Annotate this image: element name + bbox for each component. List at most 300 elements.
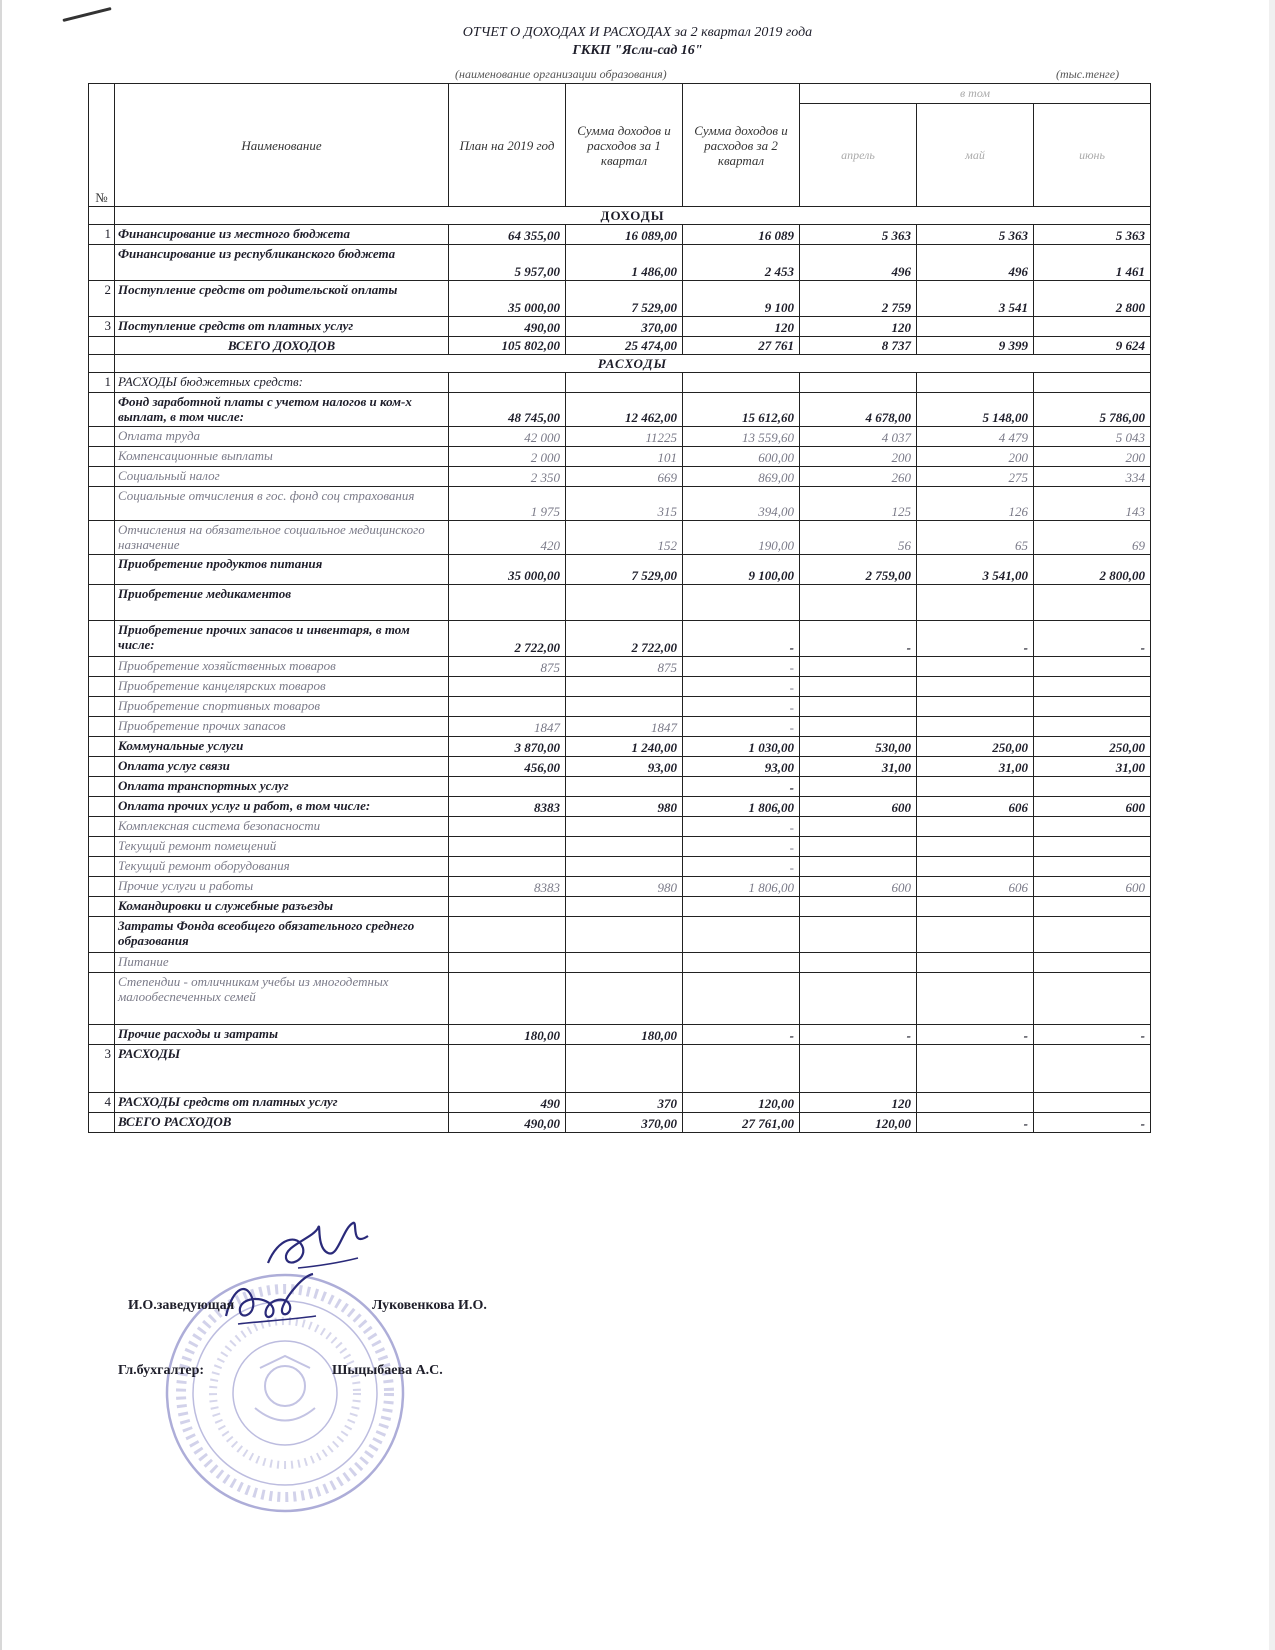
- row-name: Фонд заработной платы с учетом налогов и ком-х выплат, в том числе:: [115, 393, 449, 427]
- cell-jun: [1034, 777, 1151, 797]
- cell-apr: [800, 817, 917, 837]
- report-table-wrapper: [88, 83, 1150, 1133]
- row-name: Оплата транспортных услуг: [115, 777, 449, 797]
- row-number: [89, 737, 115, 757]
- col-q1-header: Сумма доходов и расходов за 1 квартал: [566, 84, 683, 207]
- cell-may: 65: [917, 521, 1034, 555]
- cell-plan: 8383: [449, 877, 566, 897]
- expense_rows-row: [89, 817, 1151, 837]
- expense_rows-row: [89, 1113, 1151, 1133]
- cell-apr: 4 678,00: [800, 393, 917, 427]
- cell-plan: 875: [449, 657, 566, 677]
- cell-q2: -: [683, 777, 800, 797]
- cell-jun: 5 786,00: [1034, 393, 1151, 427]
- income-total-q1: 25 474,00: [566, 337, 683, 355]
- expense_rows-row: [89, 857, 1151, 877]
- cell-apr: 600: [800, 877, 917, 897]
- expense_rows-row: [89, 521, 1151, 555]
- income_rows-row: [89, 245, 1151, 281]
- expense_rows-row: [89, 953, 1151, 973]
- row-name: Оплата прочих услуг и работ, в том числе:: [115, 797, 449, 817]
- cell-q1: 16 089,00: [566, 225, 683, 245]
- cell-may: [917, 657, 1034, 677]
- org-caption: (наименование организации образования): [455, 67, 667, 81]
- cell-q2: 27 761,00: [683, 1113, 800, 1133]
- row-number: 3: [89, 1045, 115, 1093]
- row-name: Приобретение прочих запасов и инвентаря, в том числе:: [115, 621, 449, 657]
- income-total-label: ВСЕГО ДОХОДОВ: [115, 337, 449, 355]
- pen-mark: [62, 7, 111, 22]
- cell-may: -: [917, 1025, 1034, 1045]
- row-name: Питание: [115, 953, 449, 973]
- cell-plan: 456,00: [449, 757, 566, 777]
- cell-q2: [683, 1045, 800, 1093]
- cell-may: 4 479: [917, 427, 1034, 447]
- cell-plan: [449, 1045, 566, 1093]
- row-name: РАСХОДЫ бюджетных средств:: [115, 373, 449, 393]
- cell-q1: [566, 677, 683, 697]
- cell-jun: 5 043: [1034, 427, 1151, 447]
- cell-may: 5 363: [917, 225, 1034, 245]
- cell-jun: [1034, 677, 1151, 697]
- cell-apr: [800, 1045, 917, 1093]
- cell-apr: -: [800, 1025, 917, 1045]
- cell-q2: 9 100,00: [683, 555, 800, 585]
- cell-may: [917, 677, 1034, 697]
- cell-q2: 120,00: [683, 1093, 800, 1113]
- cell-q1: [566, 917, 683, 953]
- col-including-header: в том: [800, 84, 1151, 104]
- cell-plan: 64 355,00: [449, 225, 566, 245]
- row-number: [89, 777, 115, 797]
- row-name: Приобретение прочих запасов: [115, 717, 449, 737]
- cell-plan: 490,00: [449, 317, 566, 337]
- cell-q2: [683, 973, 800, 1025]
- col-plan-header: План на 2019 год: [449, 84, 566, 207]
- row-name: Приобретение канцелярских товаров: [115, 677, 449, 697]
- expense_rows-row: [89, 373, 1151, 393]
- row-number: [89, 973, 115, 1025]
- cell-apr: 2 759: [800, 281, 917, 317]
- cell-jun: [1034, 1045, 1151, 1093]
- cell-q2: 1 030,00: [683, 737, 800, 757]
- cell-jun: 69: [1034, 521, 1151, 555]
- cell-jun: -: [1034, 1025, 1151, 1045]
- cell-apr: 56: [800, 521, 917, 555]
- cell-q1: 980: [566, 797, 683, 817]
- cell-q1: [566, 817, 683, 837]
- cell-q2: [683, 953, 800, 973]
- cell-jun: 600: [1034, 877, 1151, 897]
- cell-q1: 7 529,00: [566, 555, 683, 585]
- row-name: Социальные отчисления в гос. фонд соц страхования: [115, 487, 449, 521]
- cell-may: 3 541,00: [917, 555, 1034, 585]
- col-june-header: июнь: [1034, 104, 1151, 207]
- row-number: [89, 677, 115, 697]
- row-name: Финансирование из местного бюджета: [115, 225, 449, 245]
- cell-plan: [449, 837, 566, 857]
- cell-q2: 869,00: [683, 467, 800, 487]
- cell-q1: 93,00: [566, 757, 683, 777]
- cell-q2: [683, 373, 800, 393]
- cell-q1: [566, 973, 683, 1025]
- cell-apr: 4 037: [800, 427, 917, 447]
- cell-q2: [683, 585, 800, 621]
- expense_rows-row: [89, 487, 1151, 521]
- cell-may: [917, 777, 1034, 797]
- cell-plan: 3 870,00: [449, 737, 566, 757]
- income-total-plan: 105 802,00: [449, 337, 566, 355]
- cell-jun: 31,00: [1034, 757, 1151, 777]
- cell-q1: 875: [566, 657, 683, 677]
- cell-q1: [566, 777, 683, 797]
- cell-q1: 152: [566, 521, 683, 555]
- cell-apr: [800, 657, 917, 677]
- cell-plan: [449, 973, 566, 1025]
- row-name: Компенсационные выплаты: [115, 447, 449, 467]
- cell-jun: [1034, 585, 1151, 621]
- cell-q1: 1847: [566, 717, 683, 737]
- cell-q2: 13 559,60: [683, 427, 800, 447]
- col-no-header: №: [89, 84, 115, 207]
- cell-may: [917, 837, 1034, 857]
- cell-jun: [1034, 373, 1151, 393]
- cell-apr: 31,00: [800, 757, 917, 777]
- cell-plan: 2 000: [449, 447, 566, 467]
- cell-may: 606: [917, 797, 1034, 817]
- row-name: Приобретение продуктов питания: [115, 555, 449, 585]
- cell-jun: 250,00: [1034, 737, 1151, 757]
- row-name: Прочие расходы и затраты: [115, 1025, 449, 1045]
- cell-plan: 1847: [449, 717, 566, 737]
- cell-q2: -: [683, 657, 800, 677]
- row-number: 2: [89, 281, 115, 317]
- expense_rows-row: [89, 737, 1151, 757]
- cell-apr: [800, 677, 917, 697]
- cell-apr: 5 363: [800, 225, 917, 245]
- row-name: Затраты Фонда всеобщего обязательного среднего образования: [115, 917, 449, 953]
- cell-jun: 2 800: [1034, 281, 1151, 317]
- cell-may: [917, 817, 1034, 837]
- cell-may: [917, 917, 1034, 953]
- row-number: [89, 245, 115, 281]
- cell-plan: 2 722,00: [449, 621, 566, 657]
- cell-q1: 980: [566, 877, 683, 897]
- expense_rows-row: [89, 797, 1151, 817]
- cell-jun: [1034, 1093, 1151, 1113]
- expense_rows-row: [89, 1025, 1151, 1045]
- expense_rows-row: [89, 555, 1151, 585]
- row-name: Социальный налог: [115, 467, 449, 487]
- row-name: Поступление средств от родительской оплаты: [115, 281, 449, 317]
- cell-apr: [800, 717, 917, 737]
- expense_rows-row: [89, 837, 1151, 857]
- row-number: [89, 953, 115, 973]
- row-name: Степендии - отличникам учебы из многодетных малообеспеченных семей: [115, 973, 449, 1025]
- cell-may: [917, 973, 1034, 1025]
- cell-q1: 669: [566, 467, 683, 487]
- expense_rows-row: [89, 973, 1151, 1025]
- cell-plan: 180,00: [449, 1025, 566, 1045]
- expense_rows-row: [89, 427, 1151, 447]
- cell-jun: [1034, 717, 1151, 737]
- expense_rows-row: [89, 877, 1151, 897]
- expense_rows-row: [89, 757, 1151, 777]
- cell-q2: 394,00: [683, 487, 800, 521]
- row-number: [89, 897, 115, 917]
- cell-may: 496: [917, 245, 1034, 281]
- cell-plan: [449, 857, 566, 877]
- cell-jun: [1034, 917, 1151, 953]
- cell-plan: 42 000: [449, 427, 566, 447]
- cell-apr: [800, 917, 917, 953]
- cell-apr: [800, 697, 917, 717]
- cell-q1: 11225: [566, 427, 683, 447]
- cell-may: [917, 897, 1034, 917]
- cell-may: [917, 1093, 1034, 1113]
- row-number: [89, 797, 115, 817]
- expense_rows-row: [89, 467, 1151, 487]
- scan-left-edge: [0, 0, 2, 1650]
- report-title: ОТЧЕТ О ДОХОДАХ И РАСХОДАХ за 2 квартал 2019 года: [462, 25, 813, 40]
- cell-jun: [1034, 697, 1151, 717]
- cell-may: [917, 953, 1034, 973]
- cell-jun: -: [1034, 1113, 1151, 1133]
- cell-q1: [566, 897, 683, 917]
- cell-apr: [800, 953, 917, 973]
- expenses-section-heading: РАСХОДЫ: [115, 355, 1151, 373]
- income-section-heading: ДОХОДЫ: [115, 207, 1151, 225]
- cell-q1: 101: [566, 447, 683, 467]
- col-name-header: Наименование: [115, 84, 449, 207]
- cell-may: [917, 317, 1034, 337]
- cell-may: 606: [917, 877, 1034, 897]
- cell-jun: 600: [1034, 797, 1151, 817]
- cell-jun: -: [1034, 621, 1151, 657]
- cell-apr: [800, 857, 917, 877]
- row-number: [89, 621, 115, 657]
- cell-q1: 1 486,00: [566, 245, 683, 281]
- cell-may: [917, 717, 1034, 737]
- cell-may: 250,00: [917, 737, 1034, 757]
- col-q2-header: Сумма доходов и расходов за 2 квартал: [683, 84, 800, 207]
- cell-q2: -: [683, 857, 800, 877]
- cell-apr: 120,00: [800, 1113, 917, 1133]
- cell-jun: 2 800,00: [1034, 555, 1151, 585]
- expense_rows-row: [89, 717, 1151, 737]
- cell-apr: [800, 585, 917, 621]
- cell-q1: 315: [566, 487, 683, 521]
- cell-q2: [683, 897, 800, 917]
- cell-q2: [683, 917, 800, 953]
- expense_rows-row: [89, 393, 1151, 427]
- expense_rows-row: [89, 777, 1151, 797]
- row-name: Прочие услуги и работы: [115, 877, 449, 897]
- cell-may: [917, 373, 1034, 393]
- cell-q2: 16 089: [683, 225, 800, 245]
- cell-q1: [566, 857, 683, 877]
- cell-q1: 1 240,00: [566, 737, 683, 757]
- row-number: [89, 467, 115, 487]
- cell-apr: 120: [800, 1093, 917, 1113]
- cell-plan: 35 000,00: [449, 281, 566, 317]
- cell-plan: [449, 697, 566, 717]
- row-name: Текущий ремонт помещений: [115, 837, 449, 857]
- expense_rows-row: [89, 657, 1151, 677]
- income-total-q2: 27 761: [683, 337, 800, 355]
- row-name: РАСХОДЫ: [115, 1045, 449, 1093]
- cell-may: [917, 857, 1034, 877]
- cell-plan: [449, 585, 566, 621]
- row-number: [89, 487, 115, 521]
- cell-q2: -: [683, 817, 800, 837]
- cell-jun: [1034, 897, 1151, 917]
- row-number: 4: [89, 1093, 115, 1113]
- cell-apr: [800, 777, 917, 797]
- cell-apr: [800, 897, 917, 917]
- cell-jun: 334: [1034, 467, 1151, 487]
- income-total-apr: 8 737: [800, 337, 917, 355]
- income_rows-row: [89, 225, 1151, 245]
- cell-q1: 7 529,00: [566, 281, 683, 317]
- cell-q2: 190,00: [683, 521, 800, 555]
- row-number: 3: [89, 317, 115, 337]
- cell-q1: 370,00: [566, 317, 683, 337]
- expense_rows-row: [89, 917, 1151, 953]
- units-label: (тыс.тенге): [1056, 67, 1120, 81]
- row-name: РАСХОДЫ средств от платных услуг: [115, 1093, 449, 1113]
- expense_rows-row: [89, 697, 1151, 717]
- row-name: Командировки и служебные разъезды: [115, 897, 449, 917]
- cell-may: 200: [917, 447, 1034, 467]
- row-name: Финансирование из республиканского бюджета: [115, 245, 449, 281]
- row-name: Оплата труда: [115, 427, 449, 447]
- row-number: [89, 917, 115, 953]
- income_rows-row: [89, 281, 1151, 317]
- row-number: [89, 757, 115, 777]
- row-number: [89, 657, 115, 677]
- cell-q2: -: [683, 717, 800, 737]
- cell-q1: [566, 373, 683, 393]
- cell-jun: [1034, 317, 1151, 337]
- row-name: Отчисления на обязательное социальное медицинского назначение: [115, 521, 449, 555]
- row-number: [89, 717, 115, 737]
- cell-q1: [566, 953, 683, 973]
- cell-may: [917, 1045, 1034, 1093]
- row-number: [89, 697, 115, 717]
- expense_rows-row: [89, 897, 1151, 917]
- cell-may: 31,00: [917, 757, 1034, 777]
- expense_rows-row: [89, 1093, 1151, 1113]
- cell-apr: 496: [800, 245, 917, 281]
- cell-apr: [800, 973, 917, 1025]
- cell-plan: 35 000,00: [449, 555, 566, 585]
- cell-jun: [1034, 857, 1151, 877]
- cell-q2: 120: [683, 317, 800, 337]
- row-name: Комплексная система безопасности: [115, 817, 449, 837]
- cell-plan: 490: [449, 1093, 566, 1113]
- cell-may: -: [917, 621, 1034, 657]
- income-total-jun: 9 624: [1034, 337, 1151, 355]
- cell-may: 5 148,00: [917, 393, 1034, 427]
- cell-apr: -: [800, 621, 917, 657]
- row-name: Текущий ремонт оборудования: [115, 857, 449, 877]
- cell-q2: -: [683, 837, 800, 857]
- cell-q1: [566, 1045, 683, 1093]
- cell-q2: -: [683, 697, 800, 717]
- cell-may: 3 541: [917, 281, 1034, 317]
- cell-q2: -: [683, 1025, 800, 1045]
- cell-apr: [800, 837, 917, 857]
- cell-may: [917, 697, 1034, 717]
- cell-plan: 5 957,00: [449, 245, 566, 281]
- row-number: [89, 1025, 115, 1045]
- row-number: [89, 447, 115, 467]
- head-name: Луковенкова И.О.: [372, 1298, 487, 1313]
- row-name: ВСЕГО РАСХОДОВ: [115, 1113, 449, 1133]
- cell-may: 126: [917, 487, 1034, 521]
- cell-plan: [449, 897, 566, 917]
- expense_rows-row: [89, 585, 1151, 621]
- cell-q1: [566, 837, 683, 857]
- cell-q2: 1 806,00: [683, 877, 800, 897]
- row-number: [89, 427, 115, 447]
- organization-name: ГККП "Ясли-сад 16": [572, 43, 703, 58]
- cell-q2: 1 806,00: [683, 797, 800, 817]
- cell-plan: [449, 677, 566, 697]
- cell-q1: [566, 697, 683, 717]
- income_rows-row: [89, 317, 1151, 337]
- cell-plan: [449, 373, 566, 393]
- cell-q2: -: [683, 621, 800, 657]
- cell-plan: 8383: [449, 797, 566, 817]
- cell-plan: 490,00: [449, 1113, 566, 1133]
- cell-plan: [449, 817, 566, 837]
- row-number: [89, 393, 115, 427]
- expense_rows-row: [89, 621, 1151, 657]
- scan-right-edge: [1269, 0, 1275, 1650]
- cell-q2: 15 612,60: [683, 393, 800, 427]
- accountant-name: Шыцыбаева А.С.: [332, 1363, 443, 1378]
- expense_rows-row: [89, 447, 1151, 467]
- row-number: [89, 837, 115, 857]
- report-table-body: [89, 207, 1151, 1133]
- cell-jun: 143: [1034, 487, 1151, 521]
- expense_rows-row: [89, 1045, 1151, 1093]
- row-number: [89, 555, 115, 585]
- cell-q2: -: [683, 677, 800, 697]
- cell-jun: [1034, 953, 1151, 973]
- row-number: [89, 521, 115, 555]
- col-april-header: апрель: [800, 104, 917, 207]
- cell-jun: 5 363: [1034, 225, 1151, 245]
- row-number: [89, 1113, 115, 1133]
- cell-may: 275: [917, 467, 1034, 487]
- cell-plan: [449, 777, 566, 797]
- cell-apr: 530,00: [800, 737, 917, 757]
- cell-plan: 2 350: [449, 467, 566, 487]
- row-name: Оплата услуг связи: [115, 757, 449, 777]
- cell-plan: [449, 917, 566, 953]
- head-role: И.О.заведующая: [128, 1298, 235, 1313]
- cell-q2: 600,00: [683, 447, 800, 467]
- cell-q2: 93,00: [683, 757, 800, 777]
- row-number: 1: [89, 373, 115, 393]
- cell-apr: 120: [800, 317, 917, 337]
- accountant-signature: [218, 1266, 328, 1341]
- cell-jun: [1034, 973, 1151, 1025]
- cell-jun: [1034, 817, 1151, 837]
